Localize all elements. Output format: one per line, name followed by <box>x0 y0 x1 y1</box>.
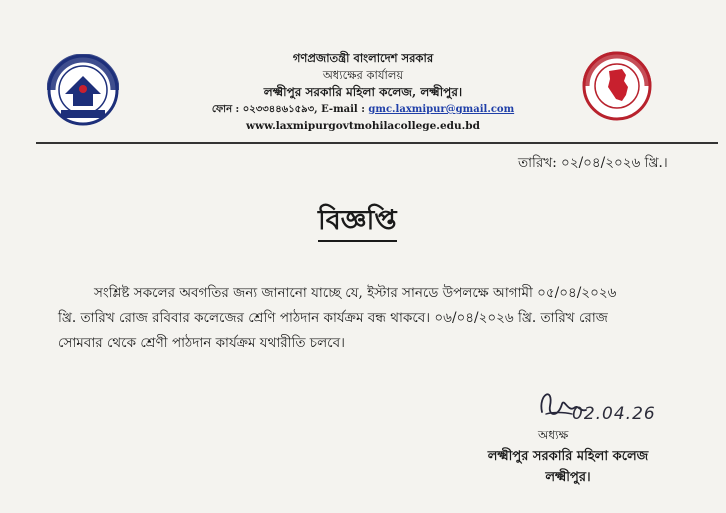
body-line-3: সোমবার থেকে শ্রেণী পাঠদান কার্যক্রম যথারীতি চলবে। <box>58 335 345 351</box>
bangladesh-government-seal-icon <box>582 51 652 121</box>
body-line-1: সংশ্লিষ্ট সকলের অবগতির জন্য জানানো যাচ্ছে যে, ইস্টার সানডে উপলক্ষে আগামী ০৫/০৪/২০২৬ <box>94 285 617 301</box>
signatory-block <box>468 425 668 488</box>
office-name: অধ্যক্ষের কার্যালয় <box>322 68 404 82</box>
website-link[interactable]: www.laxmipurgovtmohilacollege.edu.bd <box>246 120 480 132</box>
college-seal-icon <box>47 54 119 126</box>
letterhead <box>200 50 526 135</box>
notice-title: বিজ্ঞপ্তি <box>318 202 397 242</box>
handwritten-date: 02.04.26 <box>572 404 656 424</box>
contact-line <box>200 101 526 118</box>
government-name: গণপ্রজাতন্ত্রী বাংলাদেশ সরকার <box>292 51 434 65</box>
designation: অধ্যক্ষ <box>538 428 569 442</box>
notice-date: তারিখ: ০২/০৪/২০২৬ খ্রি.। <box>518 155 668 171</box>
header-divider <box>36 142 718 144</box>
place-name: লক্ষ্মীপুর। <box>545 470 591 485</box>
college-name: লক্ষ্মীপুর সরকারি মহিলা কলেজ, লক্ষ্মীপুর। <box>263 85 463 99</box>
phone-label: ফোন : ০২৩৩৪৪৬১৫৯৩, E-mail : <box>211 104 369 115</box>
body-line-2: খ্রি. তারিখ রোজ রবিবার কলেজের শ্রেণি পাঠদান কার্যক্রম বন্ধ থাকবে। ০৬/০৪/২০২৬ খ্রি. তারিখ রোজ <box>58 310 608 326</box>
notice-body <box>58 281 694 356</box>
email-link[interactable]: gmc.laxmipur@gmail.com <box>368 104 515 115</box>
institution-name: লক্ষ্মীপুর সরকারি মহিলা কলেজ <box>487 449 649 464</box>
